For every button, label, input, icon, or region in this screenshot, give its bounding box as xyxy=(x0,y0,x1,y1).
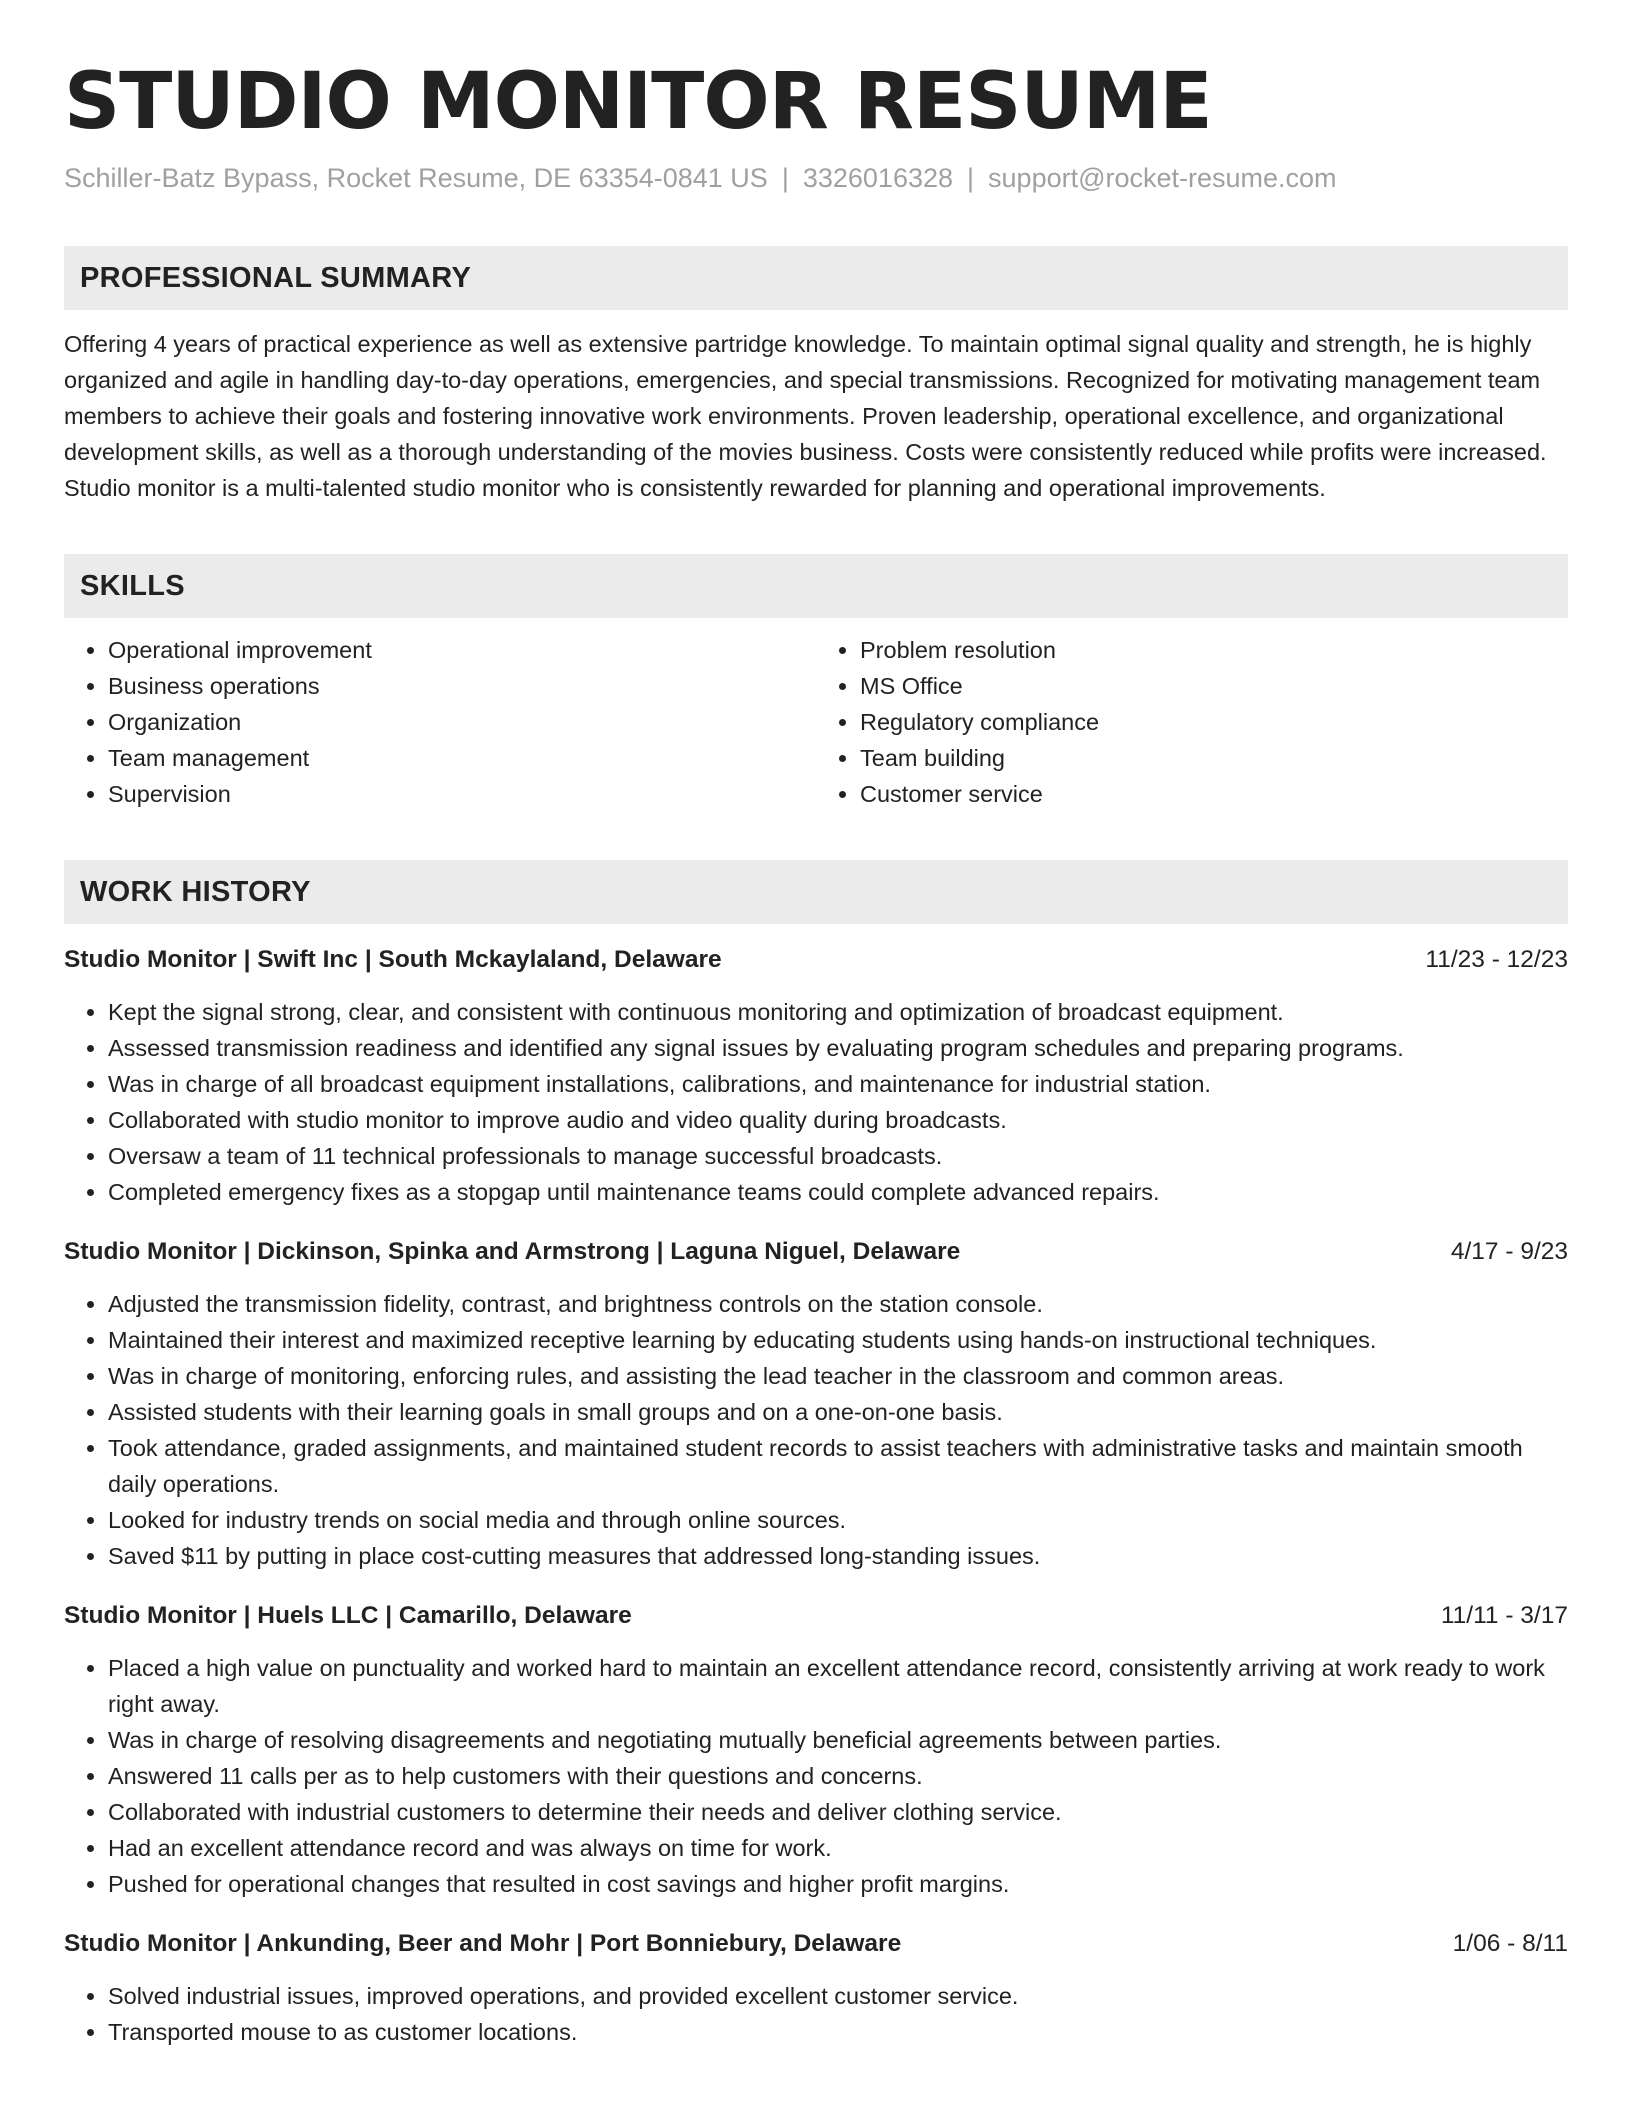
section-header-summary: PROFESSIONAL SUMMARY xyxy=(64,246,1568,310)
job-bullet: • Saved $11 by putting in place cost-cutting measures that addressed long-standing issues. xyxy=(108,1538,1568,1574)
contact-address: Schiller-Batz Bypass, Rocket Resume, DE 63354-0841 US xyxy=(64,163,768,193)
job-dates: 11/23 - 12/23 xyxy=(1425,946,1568,973)
skill-item: • MS Office xyxy=(860,668,1568,704)
skill-item: • Operational improvement xyxy=(108,632,816,668)
job-bullet: • Maintained their interest and maximized receptive learning by educating students using hands-on instructional techniques. xyxy=(108,1322,1568,1358)
skills-list xyxy=(64,632,1568,812)
resume-page xyxy=(64,52,1568,2050)
job-entry xyxy=(64,1926,1568,2050)
job-bullet: • Solved industrial issues, improved operations, and provided excellent customer service. xyxy=(108,1978,1568,2014)
skill-item: • Team management xyxy=(108,740,816,776)
job-bullet: • Collaborated with studio monitor to improve audio and video quality during broadcasts. xyxy=(108,1102,1568,1138)
job-bullet: • Assisted students with their learning goals in small groups and on a one-on-one basis. xyxy=(108,1394,1568,1430)
job-header xyxy=(64,1234,1568,1270)
contact-line xyxy=(64,160,1568,196)
job-dates: 11/11 - 3/17 xyxy=(1440,1602,1568,1629)
job-bullets xyxy=(64,1978,1568,2050)
job-entry xyxy=(64,942,1568,1210)
job-header xyxy=(64,942,1568,978)
job-bullet: • Oversaw a team of 11 technical professionals to manage successful broadcasts. xyxy=(108,1138,1568,1174)
contact-email[interactable]: support@rocket-resume.com xyxy=(988,163,1337,193)
job-entry xyxy=(64,1234,1568,1574)
job-bullet: • Took attendance, graded assignments, and maintained student records to assist teachers with administrative tasks and maintain smooth daily operations. xyxy=(108,1430,1568,1502)
job-bullet: • Was in charge of resolving disagreements and negotiating mutually beneficial agreements between parties. xyxy=(108,1722,1568,1758)
section-header-skills: SKILLS xyxy=(64,554,1568,618)
skill-item: • Organization xyxy=(108,704,816,740)
skill-item: • Regulatory compliance xyxy=(860,704,1568,740)
job-title: Studio Monitor | Ankunding, Beer and Mohr | Port Bonniebury, Delaware xyxy=(64,1930,902,1957)
job-bullets xyxy=(64,1286,1568,1574)
job-bullet: • Answered 11 calls per as to help customers with their questions and concerns. xyxy=(108,1758,1568,1794)
job-dates: 1/06 - 8/11 xyxy=(1452,1930,1568,1957)
contact-separator: | xyxy=(781,163,789,193)
job-bullets xyxy=(64,1650,1568,1902)
contact-phone[interactable]: 3326016328 xyxy=(802,163,954,193)
job-entry xyxy=(64,1598,1568,1902)
job-bullet: • Pushed for operational changes that resulted in cost savings and higher profit margins. xyxy=(108,1866,1568,1902)
job-bullet: • Collaborated with industrial customers to determine their needs and deliver clothing service. xyxy=(108,1794,1568,1830)
job-title: Studio Monitor | Swift Inc | South Mckaylaland, Delaware xyxy=(64,946,722,973)
job-bullet: • Placed a high value on punctuality and worked hard to maintain an excellent attendance record, consistently arriving at work ready to work right away. xyxy=(108,1650,1568,1722)
job-bullet: • Adjusted the transmission fidelity, contrast, and brightness controls on the station console. xyxy=(108,1286,1568,1322)
job-bullet: • Was in charge of monitoring, enforcing rules, and assisting the lead teacher in the classroom and common areas. xyxy=(108,1358,1568,1394)
skill-item: • Problem resolution xyxy=(860,632,1568,668)
job-bullet: • Transported mouse to as customer locations. xyxy=(108,2014,1568,2050)
job-bullet: • Kept the signal strong, clear, and consistent with continuous monitoring and optimization of broadcast equipment. xyxy=(108,994,1568,1030)
job-dates: 4/17 - 9/23 xyxy=(1450,1238,1568,1265)
job-header xyxy=(64,1598,1568,1634)
job-header xyxy=(64,1926,1568,1962)
skills-column-left xyxy=(64,632,816,812)
section-header-work-history: WORK HISTORY xyxy=(64,860,1568,924)
skill-item: • Team building xyxy=(860,740,1568,776)
job-title: Studio Monitor | Huels LLC | Camarillo, Delaware xyxy=(64,1602,632,1629)
job-bullet: • Had an excellent attendance record and was always on time for work. xyxy=(108,1830,1568,1866)
job-title: Studio Monitor | Dickinson, Spinka and Armstrong | Laguna Niguel, Delaware xyxy=(64,1238,961,1265)
job-bullet: • Assessed transmission readiness and identified any signal issues by evaluating program schedules and preparing programs. xyxy=(108,1030,1568,1066)
job-bullet: • Looked for industry trends on social media and through online sources. xyxy=(108,1502,1568,1538)
skills-column-right xyxy=(816,632,1568,812)
skill-item: • Business operations xyxy=(108,668,816,704)
job-bullet: • Completed emergency fixes as a stopgap until maintenance teams could complete advanced repairs. xyxy=(108,1174,1568,1210)
job-bullet: • Was in charge of all broadcast equipment installations, calibrations, and maintenance for industrial station. xyxy=(108,1066,1568,1102)
contact-separator: | xyxy=(967,163,975,193)
skill-item: • Customer service xyxy=(860,776,1568,812)
resume-title: STUDIO MONITOR RESUME xyxy=(64,57,1212,147)
job-bullets xyxy=(64,994,1568,1210)
summary-text: Offering 4 years of practical experience as well as extensive partridge knowledge. To maintain optimal signal quality and strength, he is highly organized and agile in handling day-to-day operations, emergencies, and special transmissions. Recognized for motivating management team members to achieve their goals and fostering innovative work environments. Proven leadership, operational excellence, and organizational development skills, as well as a thorough understanding of the movies business. Costs were consistently reduced while profits were increased. Studio monitor is a multi-talented studio monitor who is consistently rewarded for planning and operational improvements. xyxy=(64,331,1547,501)
skill-item: • Supervision xyxy=(108,776,816,812)
